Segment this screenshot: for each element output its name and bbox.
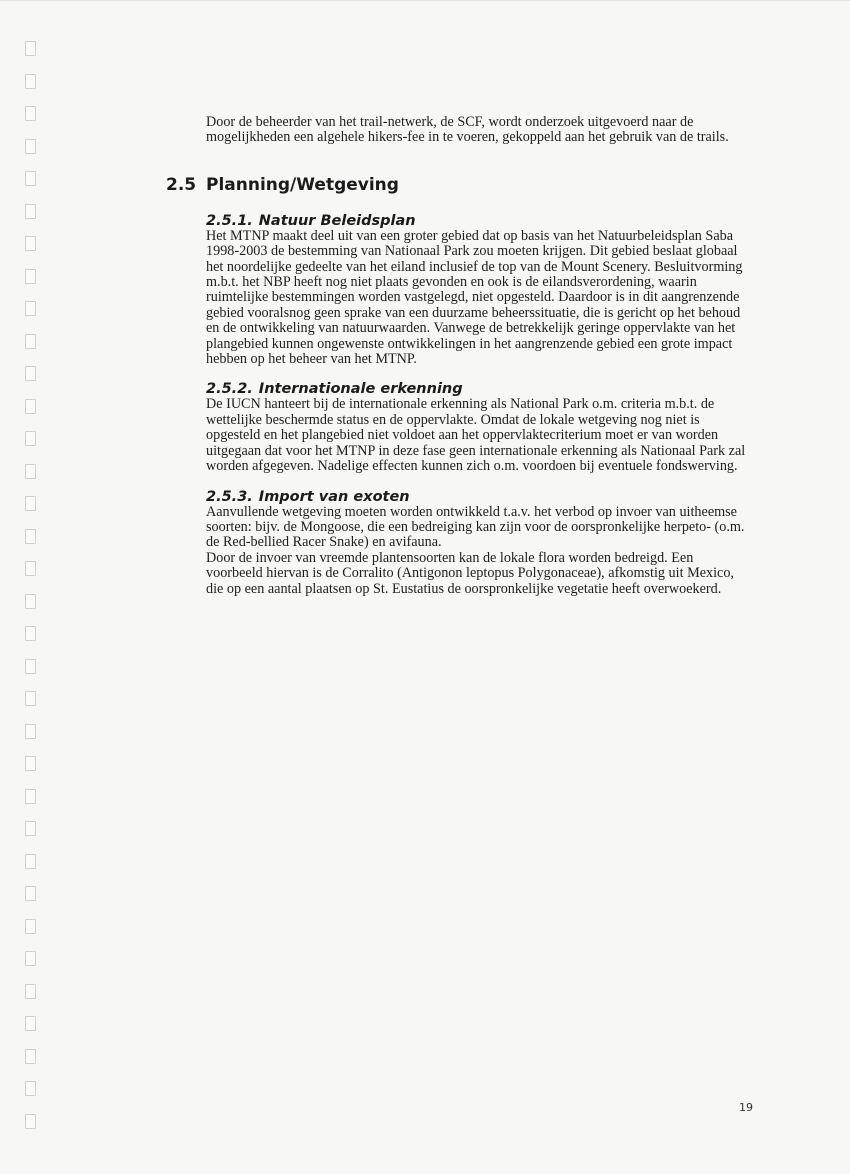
binding-hole (25, 236, 36, 251)
subsection-body: Aanvullende wetgeving moeten worden ontwikkeld t.a.v. het verbod op invoer van uitheemse soorten: bijv. de Mongoose, die een bedreiging kan zijn voor de oorspronkelijke herpeto- (o.m. de Red-bellied Racer Snake) en avifauna. (206, 503, 745, 551)
intro-paragraph: Door de beheerder van het trail-netwerk, de SCF, wordt onderzoek uitgevoerd naar de mogelijkheden een algehele hikers-fee in te voeren, gekoppeld aan het gebruik van de trails. (206, 114, 729, 146)
subsection-heading (206, 213, 751, 229)
binding-hole (25, 659, 36, 674)
subsection-title: Internationale erkenning (258, 381, 463, 398)
binding-hole (25, 301, 36, 316)
binding-hole (25, 171, 36, 186)
section-number: 2.5 (166, 174, 197, 195)
binding-hole (25, 984, 36, 999)
binding-hole (25, 691, 36, 706)
subsection-natuur-beleidsplan (206, 213, 751, 368)
binding-hole (25, 756, 36, 771)
subsection-title: Import van exoten (258, 488, 410, 505)
binding-holes (25, 41, 39, 1151)
binding-hole (25, 951, 36, 966)
binding-hole (25, 269, 36, 284)
binding-hole (25, 334, 36, 349)
binding-hole (25, 821, 36, 836)
binding-hole (25, 854, 36, 869)
subsection-import-van-exoten (206, 489, 751, 597)
page-content (166, 115, 756, 597)
binding-hole (25, 1049, 36, 1064)
binding-hole (25, 74, 36, 89)
binding-hole (25, 106, 36, 121)
binding-hole (25, 1081, 36, 1096)
binding-hole (25, 1016, 36, 1031)
section-title: Planning/Wetgeving (206, 174, 399, 195)
binding-hole (25, 626, 36, 641)
binding-hole (25, 431, 36, 446)
binding-hole (25, 789, 36, 804)
page-number: 19 (739, 1101, 753, 1114)
binding-hole (25, 399, 36, 414)
binding-hole (25, 1114, 36, 1129)
section-heading (166, 174, 756, 200)
binding-hole (25, 496, 36, 511)
subsection-body: De IUCN hanteert bij de internationale erkenning als National Park o.m. criteria m.b.t. de wettelijke beschermde status en de oppervlakte. Omdat de lokale wetgeving nog niet is opgesteld en het plangebied niet voldoet aan het oppervlaktecriterium moet er van worden uitgegaan dat voor het MTNP in deze fase geen internationale erkenning als Nationaal Park zal worden afgegeven. Nadelige effecten kunnen zich o.m. voordoen bij eventuele fondswerving. (206, 396, 746, 475)
subsection-title: Natuur Beleidsplan (258, 212, 416, 229)
binding-hole (25, 529, 36, 544)
subsection-number: 2.5.3. (206, 488, 253, 505)
binding-hole (25, 886, 36, 901)
binding-hole (25, 139, 36, 154)
subsection-heading (206, 489, 751, 505)
binding-hole (25, 594, 36, 609)
subsection-heading (206, 381, 751, 397)
binding-hole (25, 41, 36, 56)
subsection-number: 2.5.2. (206, 381, 253, 398)
binding-hole (25, 724, 36, 739)
subsection-internationale-erkenning (206, 381, 751, 474)
subsection-number: 2.5.1. (206, 212, 253, 229)
binding-hole (25, 919, 36, 934)
binding-hole (25, 204, 36, 219)
subsection-body: Het MTNP maakt deel uit van een groter gebied dat op basis van het Natuurbeleidsplan Saba 1998-2003 de bestemming van Nationaal Park zou moeten krijgen. Dit gebied beslaat globaal het noordelijke gedeelte van het eiland inclusief de top van de Mount Scenery. Besluitvorming m.b.t. het NBP heeft nog niet plaats gevonden en ook is de eilandsverordening, waarin ruimtelijke bestemmingen worden vastgelegd, niet opgesteld. Daardoor is in dit aangrenzende gebied vooralsnog geen sprake van een duurzame beheerssituatie, die is gericht op het behoud en de ontwikkeling van natuurwaarden. Vanwege de betrekkelijk geringe oppervlakte van het plangebied kunnen ongewenste ontwikkelingen in het aangrenzende gebied een grote impact hebben op het beheer van het MTNP. (206, 227, 743, 368)
binding-hole (25, 561, 36, 576)
binding-hole (25, 464, 36, 479)
binding-hole (25, 366, 36, 381)
subsection-body-continued: Door de invoer van vreemde plantensoorten kan de lokale flora worden bedreigd. Een voorbeeld hiervan is de Corralito (Antigonon leptopus Polygonaceae), afkomstig uit Mexico, die op een aantal plaatsen op St. Eustatius de oorspronkelijke vegetatie heeft overwoekerd. (206, 549, 734, 597)
